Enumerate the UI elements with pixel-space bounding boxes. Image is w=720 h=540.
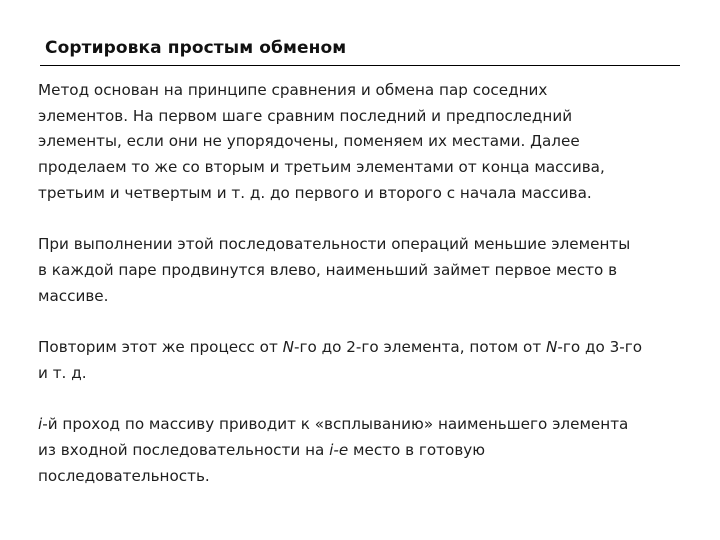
text-fragment: -го до 2-го элемента, потом от	[294, 338, 546, 356]
text-fragment: из входной последовательности на	[38, 440, 330, 459]
text-line: При выполнении этой последовательности операций меньшие элементы	[38, 235, 631, 254]
variable-i-e: i-е	[329, 440, 349, 459]
variable-n: N	[546, 338, 558, 356]
text-line: Метод основан на принципе сравнения и обмена пар соседних	[38, 81, 548, 99]
text-fragment: Повторим этот же процесс от	[38, 338, 283, 356]
text-line	[38, 412, 688, 438]
text-line: в каждой паре продвинутся влево, наименьший займет первое место в	[38, 260, 618, 279]
text-line: элементов. На первом шаге сравним последний и предпоследний	[38, 106, 573, 125]
text-fragment: -го до 3-го	[557, 338, 642, 356]
text-fragment: место в готовую	[348, 440, 486, 459]
text-line	[38, 335, 688, 361]
paragraph-result	[38, 232, 688, 309]
text-line	[38, 438, 688, 464]
text-line: третьим и четвертым и т. д. до первого и второго с начала массива.	[38, 183, 592, 202]
text-line: и т. д.	[38, 363, 87, 382]
variable-n: N	[282, 338, 295, 356]
paragraph-pass	[38, 412, 688, 489]
title-divider	[40, 65, 680, 66]
slide-body	[38, 78, 688, 489]
text-line: элементы, если они не упорядочены, поменяем их местами. Далее	[38, 132, 580, 151]
text-line: последовательность.	[38, 466, 210, 485]
text-line: массиве.	[38, 286, 109, 305]
paragraph-repeat	[38, 335, 688, 386]
variable-i: i	[38, 415, 43, 434]
text-fragment: -й проход по массиву приводит к «всплыванию» наименьшего элемента	[42, 415, 629, 434]
paragraph-method	[38, 78, 688, 207]
text-line: проделаем то же со вторым и третьим элементами от конца массива,	[38, 158, 605, 177]
slide-title: Сортировка простым обменом	[45, 38, 347, 58]
